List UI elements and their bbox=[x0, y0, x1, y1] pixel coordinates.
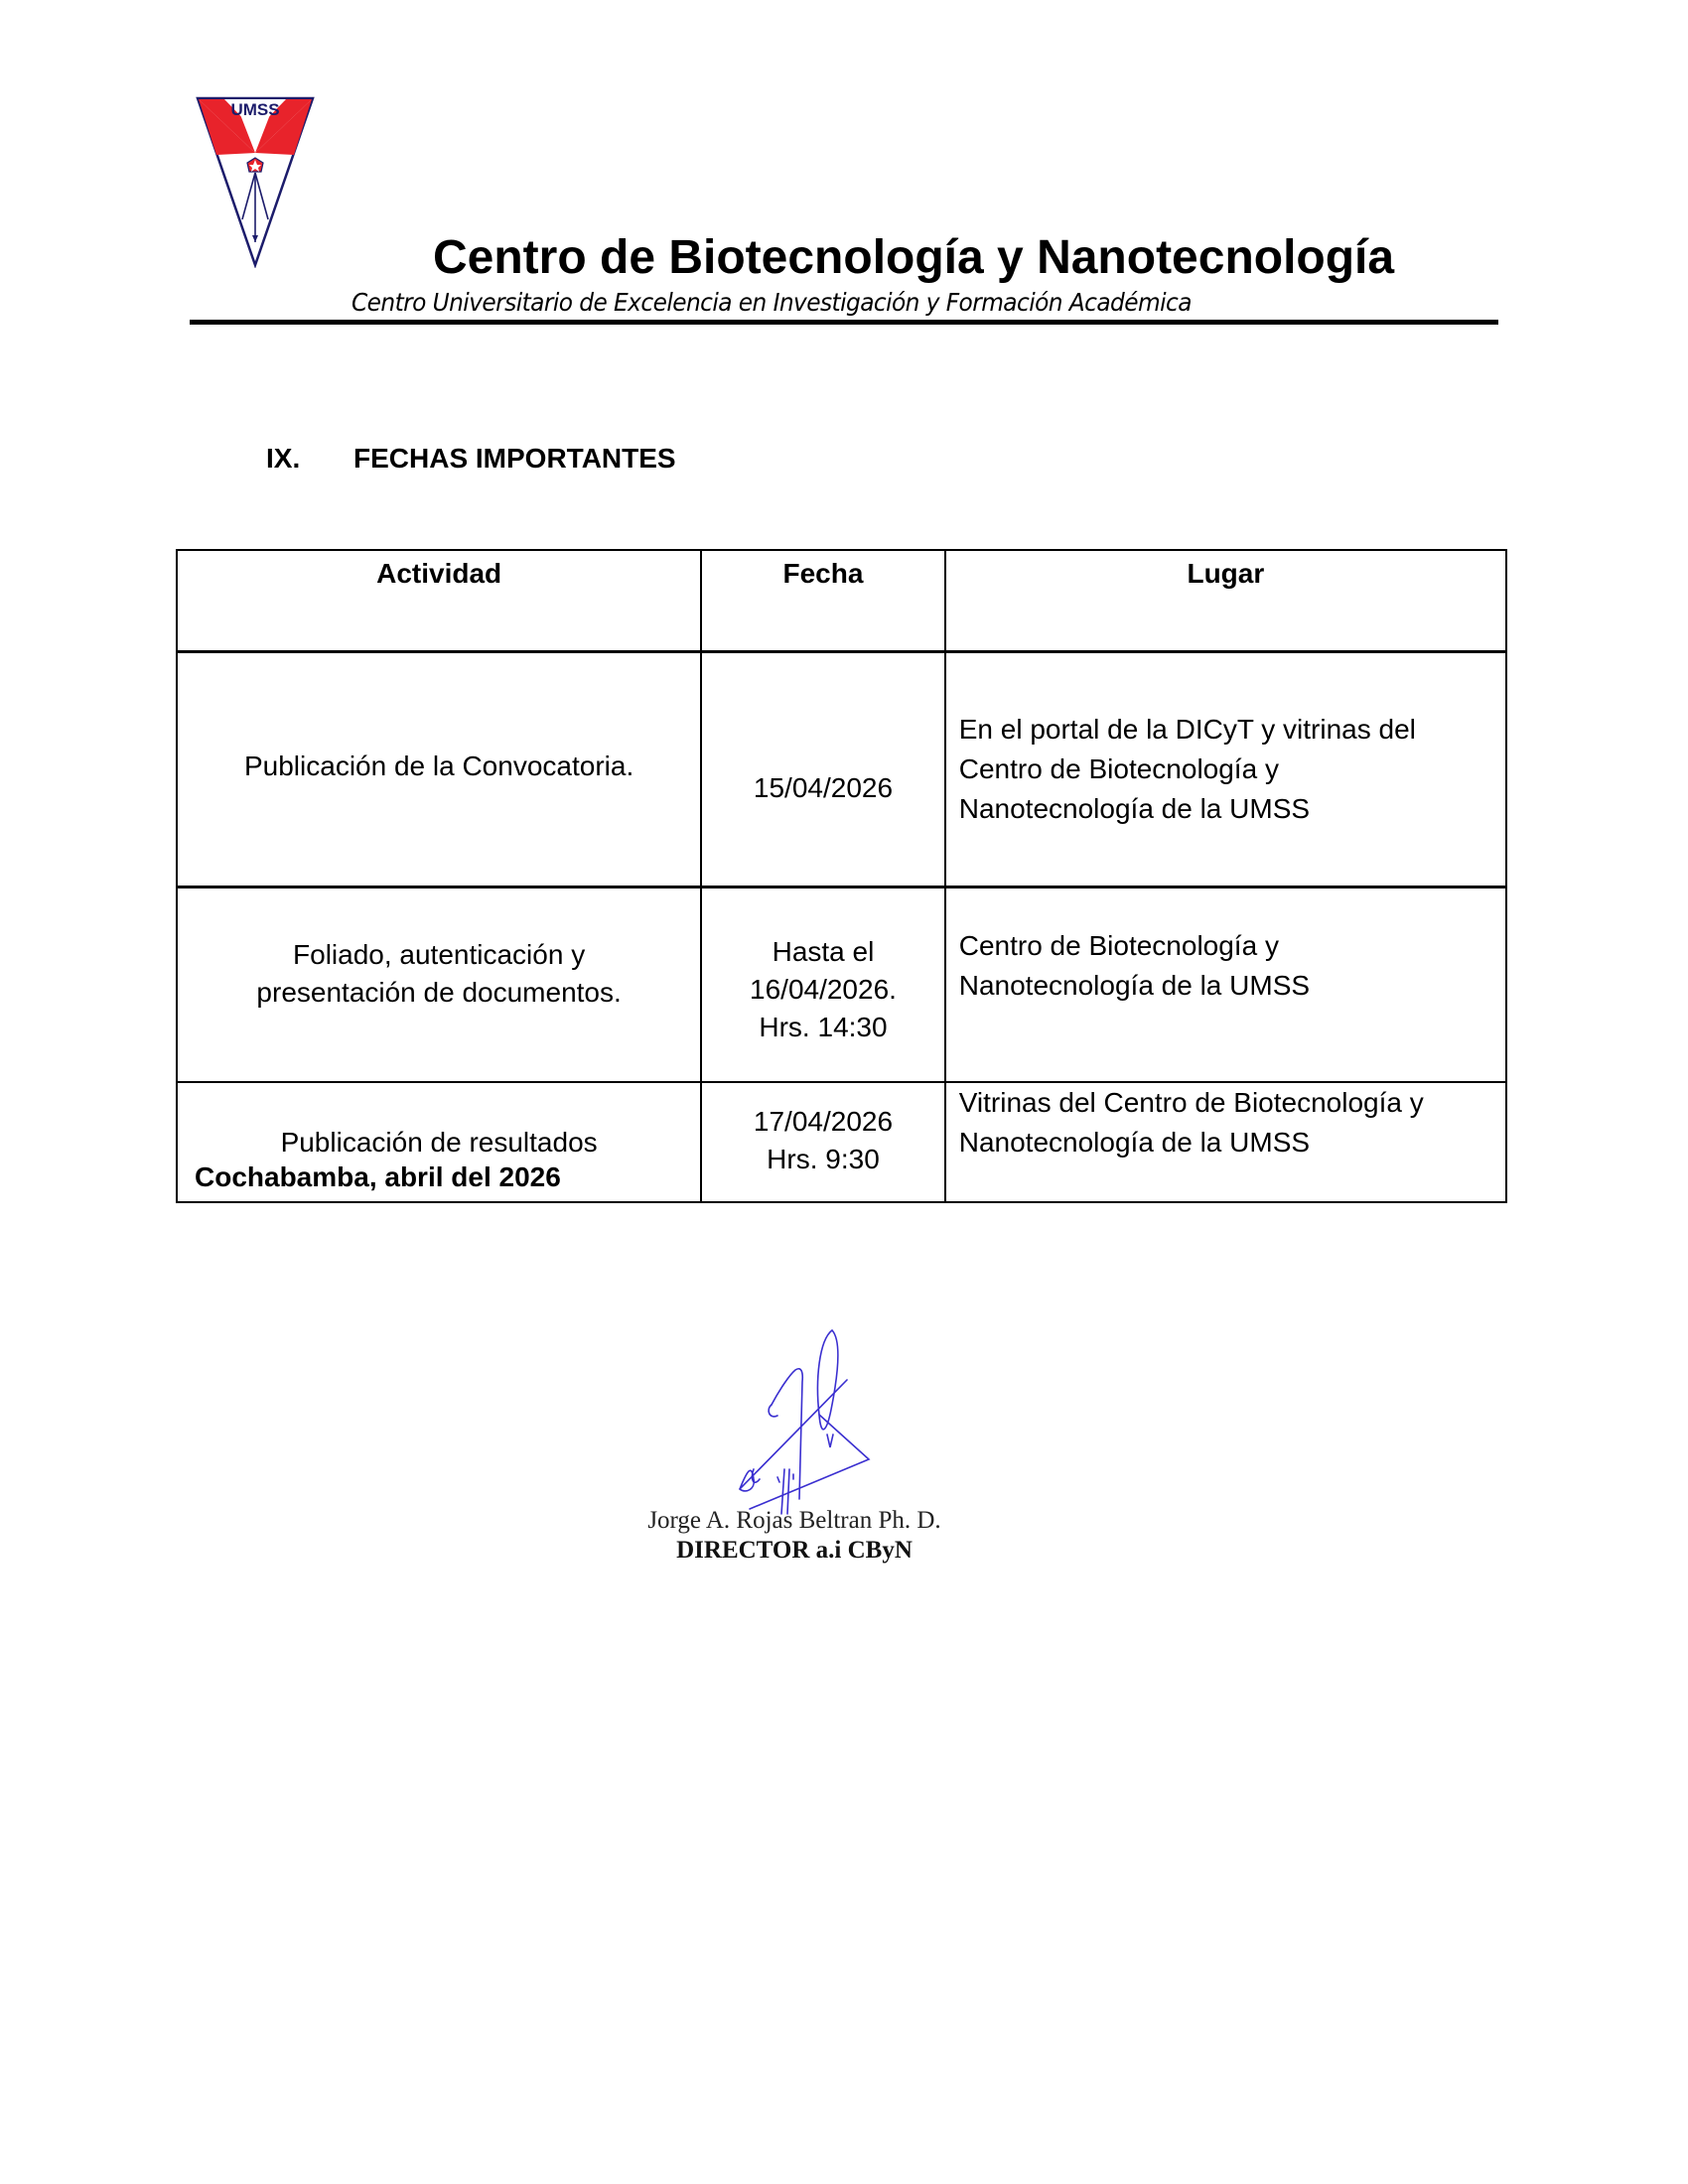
cell-text: Hrs. 14:30 bbox=[759, 1012, 888, 1042]
column-header-fecha: Fecha bbox=[701, 550, 945, 652]
cell-text: Centro de Biotecnología y bbox=[958, 930, 1279, 961]
cell-fecha bbox=[701, 1082, 945, 1202]
cell-text: Nanotecnología de la UMSS bbox=[958, 793, 1311, 824]
signer-role: DIRECTOR a.i CByN bbox=[676, 1537, 913, 1564]
cell-text: 17/04/2026 bbox=[753, 1105, 894, 1137]
cell-fecha bbox=[701, 887, 945, 1083]
umss-logo-icon bbox=[195, 95, 316, 268]
cell-actividad bbox=[177, 887, 701, 1083]
place-date: Cochabamba, abril del 2026 bbox=[195, 1161, 561, 1192]
cell-actividad bbox=[177, 652, 701, 887]
cell-text: 15/04/2026 bbox=[753, 772, 894, 803]
cell-text: Centro de Biotecnología y bbox=[958, 753, 1279, 784]
cell-lugar bbox=[945, 887, 1506, 1083]
cell-text: presentación de documentos. bbox=[256, 977, 622, 1008]
cell-text: Hasta el bbox=[772, 936, 875, 967]
cell-lugar bbox=[945, 1082, 1506, 1202]
column-header-actividad: Actividad bbox=[177, 550, 701, 652]
cell-text: Nanotecnología de la UMSS bbox=[958, 1127, 1311, 1158]
cell-text: En el portal de la DICyT y vitrinas del bbox=[958, 714, 1416, 745]
handwritten-signature-icon bbox=[730, 1320, 889, 1519]
section-title: FECHAS IMPORTANTES bbox=[353, 443, 676, 474]
signer-name: Jorge A. Rojas Beltran Ph. D. bbox=[647, 1507, 941, 1534]
table-row bbox=[177, 887, 1506, 1083]
header-divider bbox=[190, 320, 1498, 325]
cell-text: Foliado, autenticación y bbox=[293, 939, 586, 970]
section-number: IX. bbox=[266, 443, 301, 474]
svg-text:UMSS: UMSS bbox=[230, 100, 280, 119]
cell-text: Publicación de la Convocatoria. bbox=[243, 751, 634, 781]
cell-text: Hrs. 9:30 bbox=[767, 1143, 880, 1174]
column-header-lugar: Lugar bbox=[945, 550, 1506, 652]
cell-text: Vitrinas del Centro de Biotecnología y bbox=[958, 1087, 1424, 1118]
cell-text: Nanotecnología de la UMSS bbox=[958, 970, 1311, 1001]
schedule-table bbox=[176, 549, 1507, 1203]
table-row bbox=[177, 652, 1506, 887]
cell-fecha bbox=[701, 652, 945, 887]
table-header-row bbox=[177, 550, 1506, 652]
institution-title: Centro de Biotecnología y Nanotecnología bbox=[433, 231, 1395, 284]
cell-text: Publicación de resultados bbox=[280, 1126, 598, 1158]
cell-lugar bbox=[945, 652, 1506, 887]
institution-subtitle: Centro Universitario de Excelencia en Investigación y Formación Académica bbox=[352, 288, 1192, 317]
cell-text: 16/04/2026. bbox=[750, 974, 897, 1005]
